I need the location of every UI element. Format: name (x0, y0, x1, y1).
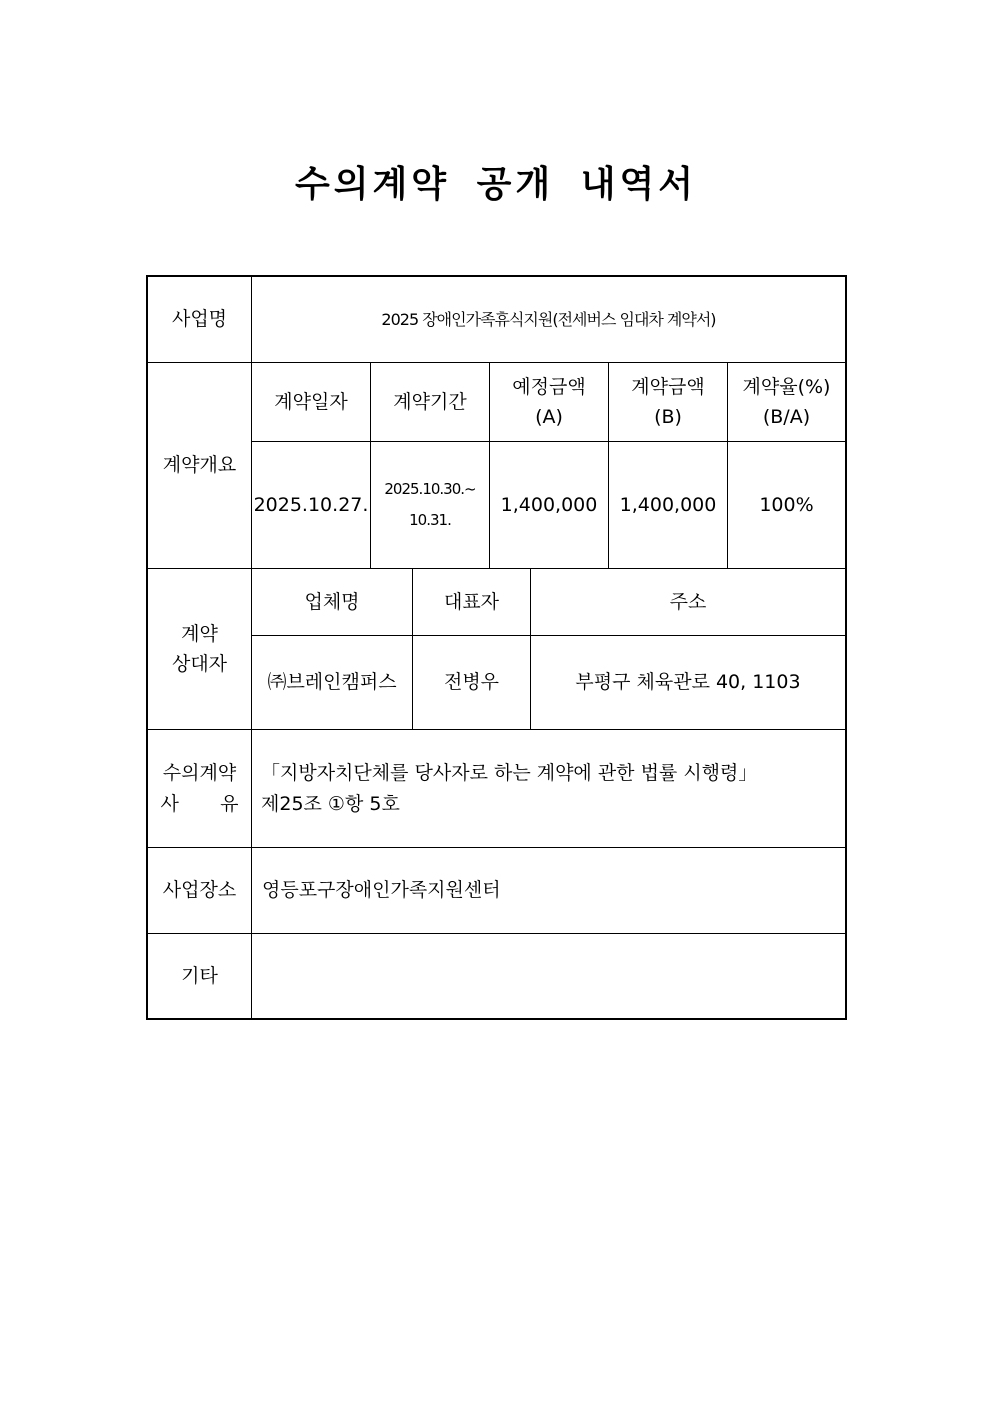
estimated-amount-header (490, 363, 608, 441)
reason-value (252, 730, 845, 847)
contract-period-start: 2025.10.30.~ (384, 479, 476, 498)
contract-rate-value: 100% (759, 493, 814, 516)
contract-date-value: 2025.10.27. (253, 493, 369, 516)
location-value: 영등포구장애인가족지원센터 (262, 879, 501, 902)
company-value: ㈜브레인캠퍼스 (267, 671, 397, 694)
estimated-amount-value: 1,400,000 (500, 493, 598, 516)
representative-header: 대표자 (443, 590, 500, 613)
project-name-label: 사업명 (171, 308, 228, 331)
reason-label (148, 730, 251, 847)
counterparty-label-line2: 상대자 (171, 653, 228, 675)
contract-amount-header (609, 363, 727, 441)
counterparty-label (148, 569, 251, 729)
location-label: 사업장소 (162, 879, 237, 902)
company-header: 업체명 (304, 590, 360, 613)
reason-label-line1: 수의계약 (162, 762, 237, 785)
counterparty-label-line1: 계약 (181, 622, 218, 645)
document-title: 수의계약 공개 내역서 (294, 164, 698, 205)
estimated-amount-header-label: 예정금액 (512, 375, 586, 398)
contract-period-header: 계약기간 (393, 390, 467, 413)
project-name-value: 2025 장애인가족휴식지원(전세버스 임대차 계약서) (381, 309, 716, 329)
etc-label: 기타 (181, 964, 218, 987)
reason-label-char-a: 사 (160, 792, 179, 815)
contract-rate-header (728, 363, 845, 441)
reason-value-line2: 제25조 ①항 5호 (261, 792, 400, 815)
address-value: 부평구 체육관로 40, 1103 (575, 671, 801, 694)
contract-amount-header-sub: (B) (654, 406, 682, 428)
reason-label-line2 (161, 789, 239, 819)
contract-amount-header-label: 계약금액 (631, 375, 705, 398)
etc-value (252, 934, 845, 1018)
contract-rate-header-label: 계약율(%) (742, 375, 831, 398)
contract-overview-label: 계약개요 (162, 454, 237, 477)
address-header: 주소 (669, 590, 707, 613)
contract-period-value (371, 442, 489, 568)
estimated-amount-header-sub: (A) (535, 406, 563, 428)
reason-label-char-b: 유 (220, 792, 239, 815)
reason-value-line1: 「지방자치단체를 당사자로 하는 계약에 관한 법률 시행령」 (261, 762, 758, 785)
contract-amount-value: 1,400,000 (619, 493, 717, 516)
representative-value: 전병우 (443, 671, 500, 694)
contract-rate-header-sub: (B/A) (762, 406, 811, 428)
contract-period-end: 10.31. (409, 511, 451, 529)
contract-date-header: 계약일자 (274, 390, 348, 413)
